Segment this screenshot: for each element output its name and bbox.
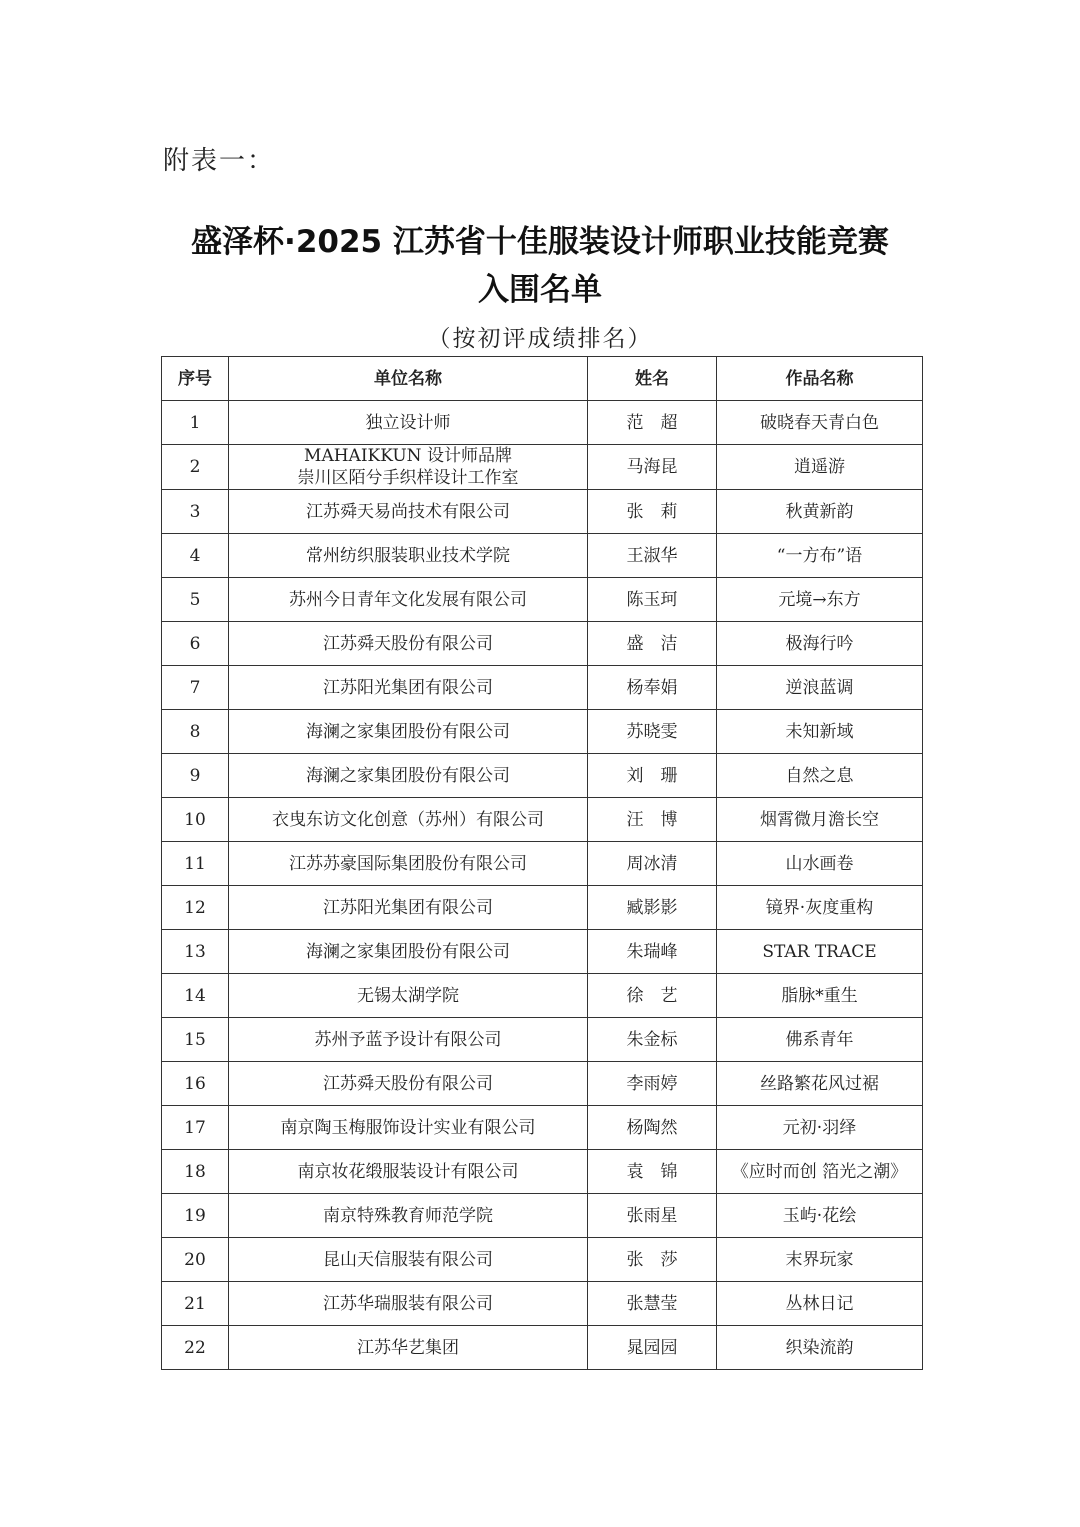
cell-work: 丝路繁花风过裾	[717, 1062, 923, 1106]
unit-name-line: 江苏舜天股份有限公司	[323, 1073, 493, 1094]
table-row	[162, 578, 923, 622]
header-number: 序号	[162, 357, 229, 401]
cell-name: 袁 锦	[588, 1150, 717, 1194]
unit-name-line: 衣曳东访文化创意（苏州）有限公司	[272, 809, 544, 830]
document-subtitle: （按初评成绩排名）	[427, 326, 653, 352]
table-row	[162, 842, 923, 886]
table-row	[162, 1194, 923, 1238]
cell-unit	[229, 754, 588, 798]
cell-number: 5	[162, 578, 229, 622]
cell-work: 山水画卷	[717, 842, 923, 886]
unit-name-line: 江苏华瑞服装有限公司	[323, 1293, 493, 1314]
cell-number: 8	[162, 710, 229, 754]
table-body	[162, 401, 923, 1370]
cell-work: 织染流韵	[717, 1326, 923, 1370]
unit-name-line: 苏州今日青年文化发展有限公司	[289, 589, 527, 610]
cell-unit	[229, 622, 588, 666]
cell-number: 22	[162, 1326, 229, 1370]
unit-name-line: 海澜之家集团股份有限公司	[306, 721, 510, 742]
header-name: 姓名	[588, 357, 717, 401]
cell-number: 3	[162, 490, 229, 534]
cell-number: 7	[162, 666, 229, 710]
cell-name: 刘 珊	[588, 754, 717, 798]
cell-number: 4	[162, 534, 229, 578]
table-row	[162, 754, 923, 798]
table-row	[162, 1018, 923, 1062]
unit-name-line: 南京妆花缎服装设计有限公司	[297, 1161, 519, 1182]
cell-unit	[229, 1106, 588, 1150]
unit-name-line: 海澜之家集团股份有限公司	[306, 941, 510, 962]
cell-name: 朱瑞峰	[588, 930, 717, 974]
table-row	[162, 445, 923, 490]
cell-number: 19	[162, 1194, 229, 1238]
cell-work: 秋黄新韵	[717, 490, 923, 534]
cell-name: 杨奉娟	[588, 666, 717, 710]
table-row	[162, 930, 923, 974]
cell-name: 晁园园	[588, 1326, 717, 1370]
unit-name-line: 苏州予蓝予设计有限公司	[314, 1029, 502, 1050]
table-header-row	[162, 357, 923, 401]
cell-number: 9	[162, 754, 229, 798]
table-row	[162, 798, 923, 842]
unit-name-line: 南京陶玉梅服饰设计实业有限公司	[280, 1117, 536, 1138]
cell-unit	[229, 445, 588, 490]
cell-number: 14	[162, 974, 229, 1018]
cell-name: 范 超	[588, 401, 717, 445]
cell-number: 10	[162, 798, 229, 842]
unit-name-line: 南京特殊教育师范学院	[323, 1205, 493, 1226]
cell-work: 元初·羽绎	[717, 1106, 923, 1150]
cell-number: 18	[162, 1150, 229, 1194]
cell-unit	[229, 974, 588, 1018]
cell-name: 周冰清	[588, 842, 717, 886]
cell-work: 极海行吟	[717, 622, 923, 666]
cell-unit	[229, 930, 588, 974]
cell-name: 盛 洁	[588, 622, 717, 666]
cell-work: 自然之息	[717, 754, 923, 798]
cell-work: 玉屿·花绘	[717, 1194, 923, 1238]
unit-name-line: 江苏阳光集团有限公司	[323, 897, 493, 918]
cell-work: 逍遥游	[717, 445, 923, 490]
unit-name-line: 昆山天信服装有限公司	[323, 1249, 493, 1270]
document-title: 盛泽杯·2025 江苏省十佳服装设计师职业技能竞赛	[191, 224, 889, 260]
cell-number: 6	[162, 622, 229, 666]
cell-name: 陈玉珂	[588, 578, 717, 622]
table-row	[162, 1106, 923, 1150]
cell-name: 杨陶然	[588, 1106, 717, 1150]
cell-work: 丛林日记	[717, 1282, 923, 1326]
cell-number: 15	[162, 1018, 229, 1062]
unit-name-line: 无锡太湖学院	[357, 985, 459, 1006]
cell-unit	[229, 710, 588, 754]
cell-unit	[229, 578, 588, 622]
unit-name-line: 江苏华艺集团	[357, 1337, 459, 1358]
cell-name: 马海昆	[588, 445, 717, 490]
cell-number: 21	[162, 1282, 229, 1326]
cell-unit	[229, 1326, 588, 1370]
cell-name: 王淑华	[588, 534, 717, 578]
header-work: 作品名称	[717, 357, 923, 401]
table-row	[162, 490, 923, 534]
cell-unit	[229, 1150, 588, 1194]
table-row	[162, 622, 923, 666]
table-row	[162, 886, 923, 930]
attachment-label: 附表一：	[163, 146, 276, 176]
header-unit: 单位名称	[229, 357, 588, 401]
unit-name-line: 江苏舜天易尚技术有限公司	[306, 501, 510, 522]
cell-unit	[229, 401, 588, 445]
table-row	[162, 401, 923, 445]
table-row	[162, 666, 923, 710]
document-title-line2: 入围名单	[478, 272, 602, 308]
unit-name-line: 崇川区陌兮手织样设计工作室	[297, 468, 519, 488]
table-row	[162, 1150, 923, 1194]
cell-unit	[229, 842, 588, 886]
cell-work: “一方布”语	[717, 534, 923, 578]
cell-work: 佛系青年	[717, 1018, 923, 1062]
cell-number: 1	[162, 401, 229, 445]
table-row	[162, 534, 923, 578]
cell-name: 张 莎	[588, 1238, 717, 1282]
cell-number: 17	[162, 1106, 229, 1150]
cell-work: 未知新域	[717, 710, 923, 754]
unit-name-line: 常州纺织服装职业技术学院	[306, 545, 510, 566]
cell-name: 朱金标	[588, 1018, 717, 1062]
table-row	[162, 1238, 923, 1282]
cell-work: 脂脉*重生	[717, 974, 923, 1018]
cell-unit	[229, 490, 588, 534]
unit-name-line: 海澜之家集团股份有限公司	[306, 765, 510, 786]
table-row	[162, 1282, 923, 1326]
unit-name-line: 江苏苏豪国际集团股份有限公司	[289, 853, 527, 874]
cell-unit	[229, 886, 588, 930]
cell-unit	[229, 666, 588, 710]
cell-work: 末界玩家	[717, 1238, 923, 1282]
cell-work: STAR TRACE	[717, 930, 923, 974]
cell-work: 破晓春天青白色	[717, 401, 923, 445]
finalist-table	[161, 356, 923, 1370]
cell-name: 徐 艺	[588, 974, 717, 1018]
table-row	[162, 1326, 923, 1370]
cell-unit	[229, 534, 588, 578]
cell-name: 张 莉	[588, 490, 717, 534]
cell-unit	[229, 1062, 588, 1106]
cell-name: 李雨婷	[588, 1062, 717, 1106]
cell-unit	[229, 1018, 588, 1062]
table-row	[162, 974, 923, 1018]
cell-number: 20	[162, 1238, 229, 1282]
cell-name: 苏晓雯	[588, 710, 717, 754]
cell-work: 烟霄微月澹长空	[717, 798, 923, 842]
cell-work: 元境→东方	[717, 578, 923, 622]
cell-number: 16	[162, 1062, 229, 1106]
cell-name: 臧影影	[588, 886, 717, 930]
cell-number: 11	[162, 842, 229, 886]
cell-name: 张雨星	[588, 1194, 717, 1238]
unit-name-line: 独立设计师	[365, 412, 451, 433]
unit-name-line: 江苏舜天股份有限公司	[323, 633, 493, 654]
cell-name: 汪 博	[588, 798, 717, 842]
cell-unit	[229, 1282, 588, 1326]
table-row	[162, 1062, 923, 1106]
cell-unit	[229, 1194, 588, 1238]
table-row	[162, 710, 923, 754]
cell-work: 逆浪蓝调	[717, 666, 923, 710]
unit-name-line: MAHAIKKUN 设计师品牌	[304, 446, 512, 466]
cell-work: 《应时而创 箔光之潮》	[717, 1150, 923, 1194]
cell-number: 13	[162, 930, 229, 974]
cell-unit	[229, 798, 588, 842]
cell-name: 张慧莹	[588, 1282, 717, 1326]
cell-number: 12	[162, 886, 229, 930]
cell-unit	[229, 1238, 588, 1282]
cell-work: 镜界·灰度重构	[717, 886, 923, 930]
unit-name-line: 江苏阳光集团有限公司	[323, 677, 493, 698]
cell-number: 2	[162, 445, 229, 490]
